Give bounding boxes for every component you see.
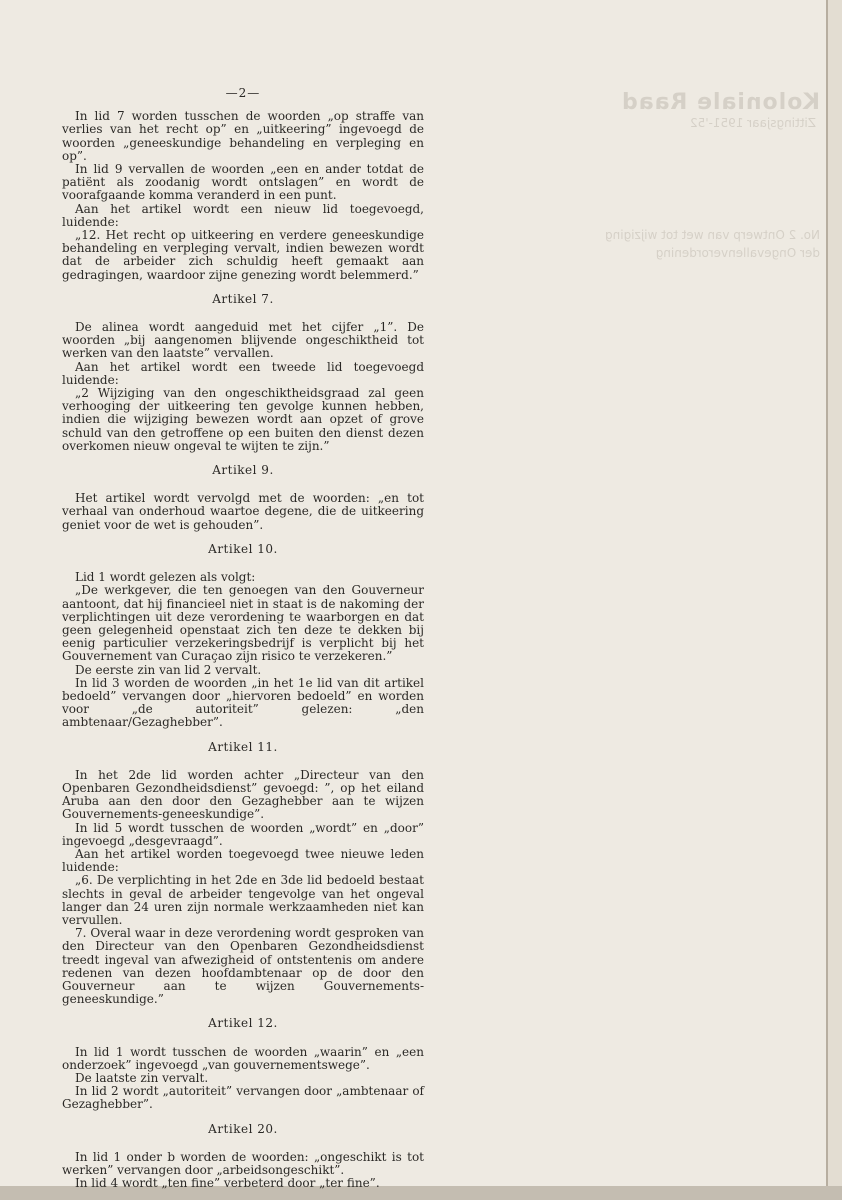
- paragraph: In lid 5 wordt tusschen de woorden „wordt” en „door” ingevoegd „desgevraagd”.: [62, 820, 424, 848]
- bleed-through-line: Zittingsjaar 1951-'52: [690, 116, 816, 130]
- paragraph: Lid 1 wordt gelezen als volgt:: [75, 570, 256, 585]
- bleed-through-title: Koloniale Raad: [621, 90, 820, 115]
- paragraph: Aan het artikel worden toegevoegd twee nieuwe leden luidende:: [62, 846, 424, 875]
- paragraph: Het artikel wordt vervolgd met de woorden: „en tot verhaal van onderhoud waartoe degene, die de uitkeering geniet voor de wet is gehouden”.: [62, 491, 424, 532]
- paragraph: In lid 1 wordt tusschen de woorden „waarin” en „een onderzoek” ingevoegd „van gouvernementswege”.: [62, 1044, 424, 1072]
- article-10-section: [62, 543, 424, 730]
- text-column: [62, 87, 424, 1190]
- paragraph: Aan het artikel wordt een nieuw lid toegevoegd, luidende:: [62, 201, 424, 229]
- paragraph: „2 Wijziging van den ongeschiktheidsgraad zal geen verhooging der uitkeering ten gevolge kunnen hebben, indien die wijziging bewezen wordt aan opzet of grove schuld van den getroffene op een buiten den dienst dezen overkomen nieuw ongeval te wijten te zijn.”: [62, 386, 424, 453]
- paragraph: In lid 9 vervallen de woorden „een en ander totdat de patiënt als zoodanig wordt ontslagen” en wordt de voorafgaande komma veranderd in een punt.: [62, 162, 424, 203]
- paragraph: „De werkgever, die ten genoegen van den Gouverneur aantoont, dat hij financieel niet in staat is de nakoming der verplichtingen uit deze verordening te waarborgen en dat geen gelegenheid openstaat zich ten deze te dekken bij eenig particulier verzekeringsbedrijf is verplicht bij het Gouvernement van Curaçao zijn risico te verzekeren.”: [62, 583, 424, 664]
- bleed-through-line: der Ongevallenverordening: [655, 246, 820, 260]
- paragraph: De alinea wordt aangeduid met het cijfer „1”. De woorden „bij aangenomen blijvende ongeschiktheid tot werken van den laatste” vervallen.: [62, 320, 424, 361]
- article-11-section: [62, 741, 424, 1007]
- article-heading: Artikel 10.: [208, 541, 278, 556]
- paragraph: De laatste zin vervalt.: [75, 1071, 209, 1085]
- article-heading: Artikel 20.: [208, 1121, 278, 1136]
- paragraph: In lid 1 onder b worden de woorden: „ongeschikt is tot werken” vervangen door „arbeidsongeschikt”.: [62, 1149, 424, 1178]
- article-12-section: [62, 1017, 424, 1111]
- bleed-through-text: [490, 88, 820, 288]
- article-heading: Artikel 7.: [212, 291, 274, 306]
- paragraph: De eerste zin van lid 2 vervalt.: [75, 662, 262, 677]
- paragraph: In lid 3 worden de woorden „in het 1e lid van dit artikel bedoeld” vervangen door „hiervoren bedoeld” en worden voor „de autoriteit” gelezen: „den ambtenaar/Gezaghebber”.: [62, 675, 424, 730]
- paragraph: 7. Overal waar in deze verordening wordt gesproken van den Directeur van den Openbaren Gezondheidsdienst treedt ingeval van afwezigheid of ontstentenis om andere redenen van dezen hoofdambtenaar op de door den Gouverneur aan te wijzen Gouvernements-geneeskundige.”: [62, 926, 424, 1007]
- paragraph: „6. De verplichting in het 2de en 3de lid bedoeld bestaat slechts in geval de arbeider tengevolge van het ongeval langer dan 24 uren zijn normale werkzaamheden niet kan vervullen.: [62, 873, 424, 927]
- page-right-edge: [826, 0, 842, 1200]
- article-heading: Artikel 11.: [208, 739, 278, 754]
- page-number: —2—: [225, 86, 261, 100]
- bleed-through-line: No. 2 Ontwerp van wet tot wijziging: [605, 228, 820, 242]
- paragraph: „12. Het recht op uitkeering en verdere geneeskundige behandeling en verpleging vervalt, indien bewezen wordt dat de arbeider zich schuldig heeft gemaakt aan gedragingen, waardoor zijne genezing wordt belemmerd.”: [62, 228, 424, 282]
- paragraph: In het 2de lid worden achter „Directeur van den Openbaren Gezondheidsdienst” gevoegd: ”, op het eiland Aruba aan den door den Gezaghebber aan te wijzen Gouvernements-geneeskundige”.: [62, 767, 424, 822]
- paragraph: In lid 7 worden tusschen de woorden „op straffe van verlies van het recht op” en „uitkeering” ingevoegd de woorden „geneeskundige behandeling en verpleging en op”.: [62, 109, 424, 163]
- paragraph: In lid 4 wordt „ten fine” verbeterd door „ter fine”.: [75, 1176, 380, 1191]
- paragraph: Aan het artikel wordt een tweede lid toegevoegd luidende:: [62, 359, 424, 387]
- article-9-section: [62, 464, 424, 532]
- article-heading: Artikel 9.: [212, 463, 274, 478]
- article-20-section: [62, 1123, 424, 1191]
- article-heading: Artikel 12.: [208, 1016, 278, 1031]
- article-7-section: [62, 293, 424, 453]
- paragraph: In lid 2 wordt „autoriteit” vervangen door „ambtenaar of Gezaghebber”.: [62, 1084, 424, 1112]
- intro-section: [62, 110, 424, 282]
